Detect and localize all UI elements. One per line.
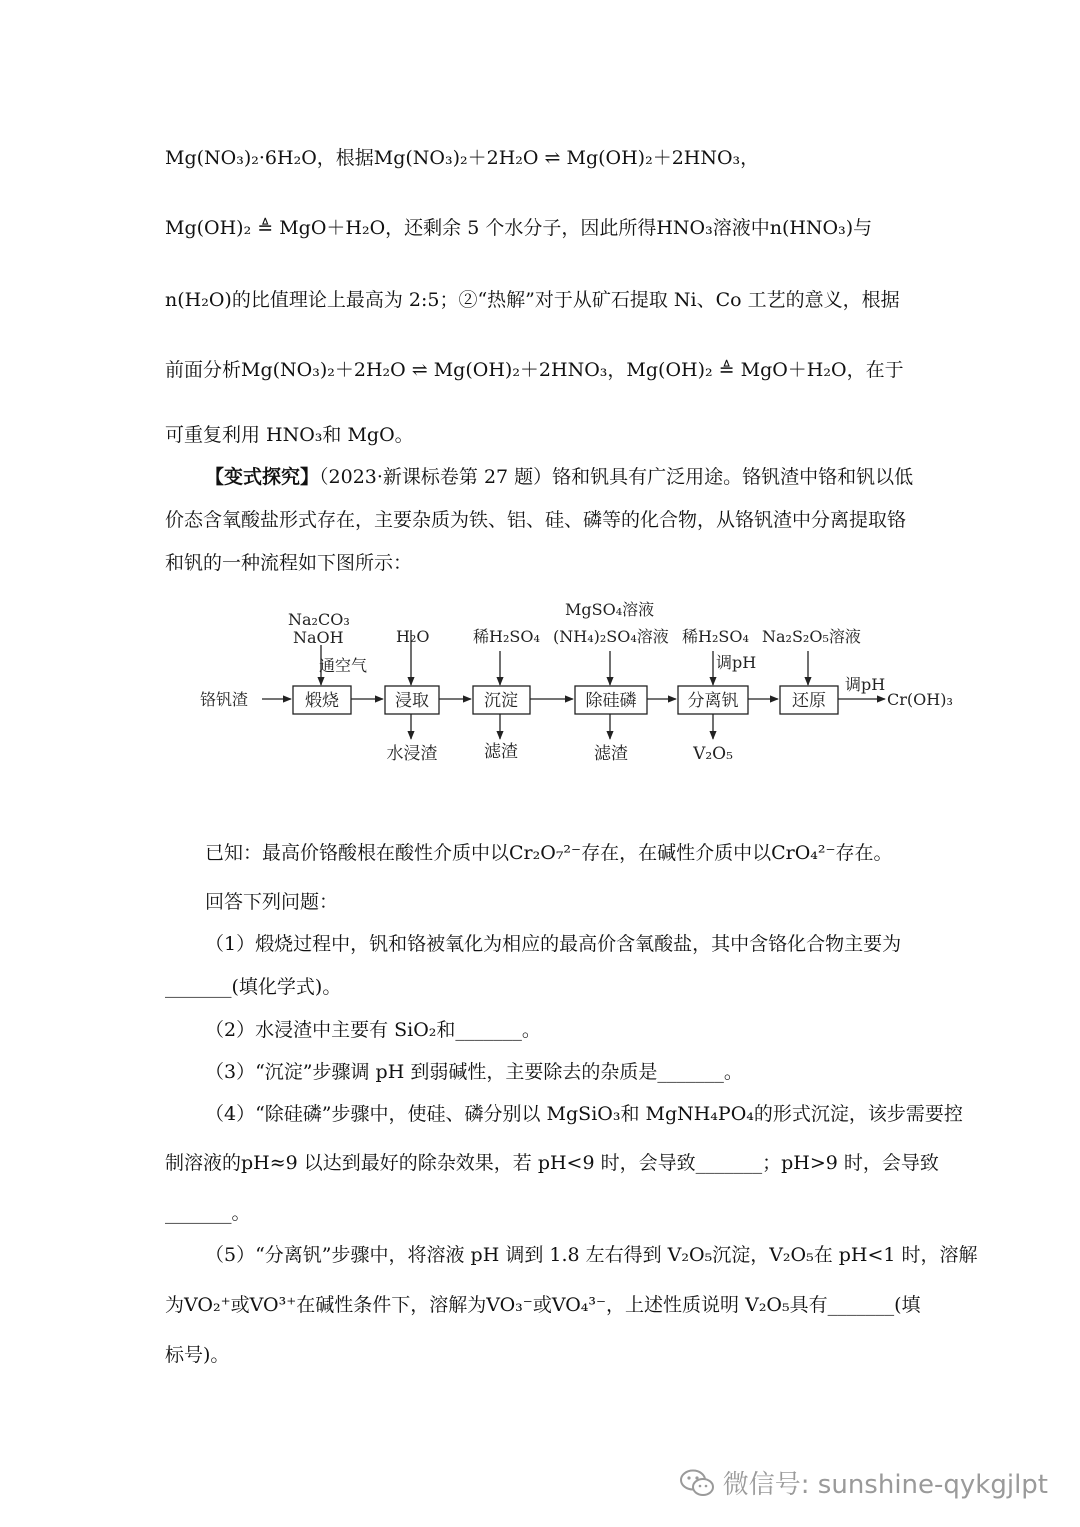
step-label: 还原	[792, 691, 826, 711]
known-text: 已知：最高价铬酸根在酸性介质中以Cr₂O₇²⁻存在，在碱性介质中以CrO₄²⁻存在。	[205, 842, 893, 864]
flow-end: Cr(OH)₃	[887, 690, 953, 709]
flow-start: 铬钒渣	[200, 690, 249, 709]
flow-svg	[195, 595, 955, 775]
question-line: _______(填化学式)。	[165, 976, 342, 998]
condition-label: 通空气	[319, 656, 368, 675]
output-label: 水浸渣	[386, 744, 438, 764]
variant-intro	[205, 462, 920, 492]
step-label: 除硅磷	[585, 691, 637, 711]
step-label: 煅烧	[305, 691, 339, 711]
variant-line: 价态含氧酸盐形式存在，主要杂质为铁、铝、硅、磷等的化合物，从铬钒渣中分离提取铬	[165, 509, 907, 531]
step-label: 沉淀	[484, 691, 518, 711]
text-line: 可重复利用 HNO₃和 MgO。	[165, 424, 414, 446]
reagent-label: Na₂S₂O₅溶液	[762, 627, 861, 646]
wechat-icon	[679, 1468, 715, 1498]
reagent-label: NaOH	[293, 628, 344, 647]
question-line: （5）“分离钒”步骤中，将溶液 pH 调到 1.8 左右得到 V₂O₅沉淀，V₂O₅在 pH<1 时，溶解	[205, 1244, 978, 1266]
output-label: V₂O₅	[693, 744, 733, 764]
text-line: Mg(NO₃)₂·6H₂O，根据Mg(NO₃)₂＋2H₂O ⇌ Mg(OH)₂＋2HNO₃，	[165, 147, 760, 169]
answer-prompt: 回答下列问题：	[205, 891, 339, 913]
reagent-label: Na₂CO₃	[288, 610, 350, 629]
reagent-label: MgSO₄溶液	[565, 600, 655, 619]
reagent-label: 稀H₂SO₄	[682, 627, 749, 646]
variant-line: 和钒的一种流程如下图所示：	[165, 552, 413, 574]
question-line: 制溶液的pH≈9 以达到最好的除杂效果，若 pH<9 时，会导致_______；pH>9 时，会导致	[165, 1152, 939, 1174]
process-flow-diagram	[195, 595, 955, 775]
condition-label: 调pH	[716, 653, 757, 672]
question-line: _______。	[165, 1202, 251, 1224]
reagent-label: 稀H₂SO₄	[473, 627, 540, 646]
text-line: 前面分析Mg(NO₃)₂＋2H₂O ⇌ Mg(OH)₂＋2HNO₃，Mg(OH)₂ ≜ MgO＋H₂O，在于	[165, 359, 904, 381]
variant-tag: 【变式探究】	[205, 466, 320, 488]
reagent-label: H₂O	[396, 627, 430, 646]
watermark-text: 微信号: sunshine-qykgjlpt	[722, 1470, 1048, 1500]
step-label: 分离钒	[687, 691, 739, 711]
text-line: Mg(OH)₂ ≜ MgO＋H₂O，还剩余 5 个水分子，因此所得HNO₃溶液中n(HNO₃)与	[165, 217, 873, 239]
step-label: 浸取	[395, 691, 429, 711]
output-label: 滤渣	[594, 744, 628, 764]
question-line: （2）水浸渣中主要有 SiO₂和_______。	[205, 1019, 541, 1041]
question-line: （4）“除硅磷”步骤中，使硅、磷分别以 MgSiO₃和 MgNH₄PO₄的形式沉淀，该步需要控	[205, 1103, 963, 1125]
output-label: 滤渣	[484, 742, 518, 762]
question-line: 为VO₂⁺或VO³⁺在碱性条件下，溶解为VO₃⁻或VO₄³⁻，上述性质说明 V₂O₅具有_______(填	[165, 1294, 921, 1316]
reagent-label: (NH₄)₂SO₄溶液	[553, 627, 669, 646]
text-line: n(H₂O)的比值理论上最高为 2:5；②“热解”对于从矿石提取 Ni、Co 工艺的意义，根据	[165, 289, 900, 311]
variant-line: （2023·新课标卷第 27 题）铬和钒具有广泛用途。铬钒渣中铬和钒以低	[319, 466, 914, 488]
question-line: （1）煅烧过程中，钒和铬被氧化为相应的最高价含氧酸盐，其中含铬化合物主要为	[205, 933, 902, 955]
question-line: 标号)。	[165, 1344, 230, 1366]
watermark	[679, 1464, 1048, 1501]
question-line: （3）“沉淀”步骤调 pH 到弱碱性，主要除去的杂质是_______。	[205, 1061, 743, 1083]
flow-end-condition: 调pH	[845, 675, 886, 694]
